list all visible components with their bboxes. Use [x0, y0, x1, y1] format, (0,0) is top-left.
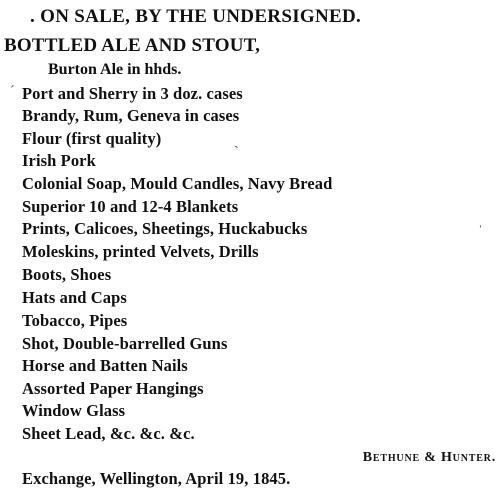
list-item: Boots, Shoes: [22, 265, 112, 284]
list-item: Hats and Caps: [22, 288, 127, 307]
list-item: Shot, Double-barrelled Guns: [22, 334, 228, 353]
signature: Bethune & Hunter.: [362, 450, 496, 465]
notice-subheading-2: Burton Ale in hhds.: [48, 61, 182, 78]
heading-dot: .: [30, 6, 41, 27]
list-item: Prints, Calicoes, Sheetings, Huckabucks: [22, 219, 308, 238]
ink-speck: ˈ: [478, 224, 483, 239]
list-item: Moleskins, printed Velvets, Drills: [22, 242, 259, 261]
list-item: Window Glass: [22, 401, 126, 420]
list-item: Assorted Paper Hangings: [22, 379, 204, 398]
list-item: Port and Sherry in 3 doz. cases: [22, 84, 243, 103]
list-item: Horse and Batten Nails: [22, 356, 188, 375]
list-item: Tobacco, Pipes: [22, 311, 128, 330]
heading-text: ON SALE, BY THE UNDERSIGNED.: [40, 6, 362, 27]
ink-speck: ˏ: [234, 134, 239, 149]
list-item: Brandy, Rum, Geneva in cases: [22, 106, 240, 125]
notice-subheading: BOTTLED ALE AND STOUT,: [4, 35, 261, 56]
ink-speck: ˊ: [10, 84, 15, 99]
list-item: Flour (first quality): [22, 129, 162, 148]
list-item: Irish Pork: [22, 151, 96, 170]
footer-dateline: Exchange, Wellington, April 19, 1845.: [22, 469, 291, 488]
list-item: Colonial Soap, Mould Candles, Navy Bread: [22, 174, 333, 193]
notice-heading: [30, 7, 361, 26]
list-item: Sheet Lead, &c. &c. &c.: [22, 424, 195, 443]
list-item: Superior 10 and 12-4 Blankets: [22, 197, 239, 216]
